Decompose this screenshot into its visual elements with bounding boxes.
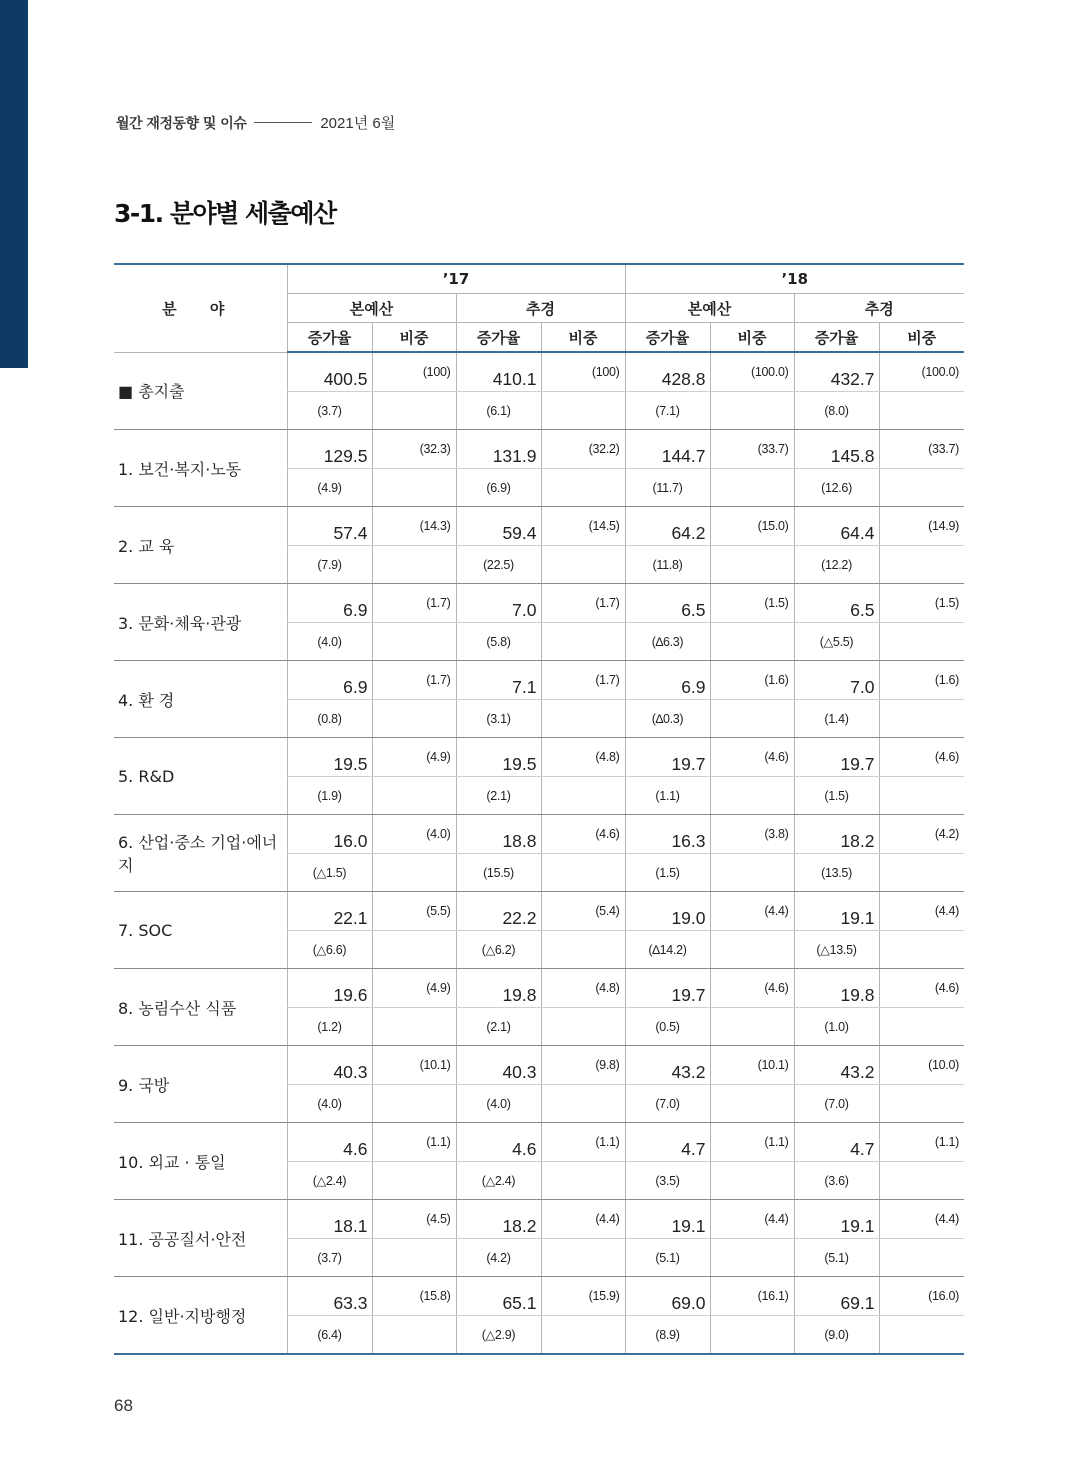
empty-cell bbox=[541, 469, 625, 507]
year-header: ’18 bbox=[625, 264, 964, 294]
row-label: 12. 일반·지방행정 bbox=[114, 1277, 287, 1355]
share-cell: (10.1) bbox=[372, 1046, 456, 1085]
expenditure-table-wrap bbox=[114, 263, 964, 1355]
growth-cell: (3.6) bbox=[794, 1162, 879, 1200]
share-cell: (1.5) bbox=[710, 584, 794, 623]
share-cell: (4.4) bbox=[541, 1200, 625, 1239]
row-label: 8. 농림수산 식품 bbox=[114, 969, 287, 1046]
growth-cell: (△2.4) bbox=[287, 1162, 372, 1200]
empty-cell bbox=[541, 1162, 625, 1200]
table-row bbox=[114, 430, 964, 469]
growth-cell: (3.7) bbox=[287, 392, 372, 430]
share-cell: (1.6) bbox=[710, 661, 794, 700]
empty-cell bbox=[372, 623, 456, 661]
amount-cell: 19.1 bbox=[794, 1200, 879, 1239]
growth-cell: (1.5) bbox=[794, 777, 879, 815]
empty-cell bbox=[372, 469, 456, 507]
share-cell: (1.1) bbox=[879, 1123, 964, 1162]
amount-cell: 64.2 bbox=[625, 507, 710, 546]
empty-cell bbox=[541, 854, 625, 892]
amount-cell: 69.1 bbox=[794, 1277, 879, 1316]
amount-cell: 16.3 bbox=[625, 815, 710, 854]
share-cell: (4.4) bbox=[710, 1200, 794, 1239]
amount-cell: 432.7 bbox=[794, 352, 879, 392]
growth-cell: (∆6.3) bbox=[625, 623, 710, 661]
share-cell: (100) bbox=[372, 352, 456, 392]
amount-cell: 4.6 bbox=[456, 1123, 541, 1162]
growth-cell: (12.6) bbox=[794, 469, 879, 507]
growth-cell: (4.0) bbox=[287, 1085, 372, 1123]
table-row bbox=[114, 815, 964, 854]
issue-date: 2021년 6월 bbox=[320, 115, 396, 132]
empty-cell bbox=[710, 392, 794, 430]
amount-cell: 19.7 bbox=[625, 738, 710, 777]
empty-cell bbox=[541, 1239, 625, 1277]
growth-cell: (7.0) bbox=[794, 1085, 879, 1123]
empty-cell bbox=[372, 777, 456, 815]
share-cell: (9.8) bbox=[541, 1046, 625, 1085]
table-row bbox=[114, 892, 964, 931]
amount-cell: 4.6 bbox=[287, 1123, 372, 1162]
empty-cell bbox=[879, 1162, 964, 1200]
table-row bbox=[114, 1046, 964, 1085]
year-header: ’17 bbox=[287, 264, 625, 294]
share-cell: (15.8) bbox=[372, 1277, 456, 1316]
empty-cell bbox=[710, 623, 794, 661]
growth-cell: (15.5) bbox=[456, 854, 541, 892]
growth-cell: (22.5) bbox=[456, 546, 541, 584]
growth-cell: (7.0) bbox=[625, 1085, 710, 1123]
metric-header: 증가율 bbox=[625, 323, 710, 353]
amount-cell: 18.1 bbox=[287, 1200, 372, 1239]
growth-cell: (7.9) bbox=[287, 546, 372, 584]
amount-cell: 19.5 bbox=[287, 738, 372, 777]
share-cell: (3.8) bbox=[710, 815, 794, 854]
growth-cell: (5.8) bbox=[456, 623, 541, 661]
growth-cell: (1.5) bbox=[625, 854, 710, 892]
budget-type-header: 추경 bbox=[456, 294, 625, 323]
share-cell: (1.7) bbox=[541, 584, 625, 623]
share-cell: (33.7) bbox=[710, 430, 794, 469]
growth-cell: (△6.6) bbox=[287, 931, 372, 969]
header-rule bbox=[254, 122, 312, 123]
amount-cell: 4.7 bbox=[794, 1123, 879, 1162]
growth-cell: (8.0) bbox=[794, 392, 879, 430]
empty-cell bbox=[710, 931, 794, 969]
amount-cell: 57.4 bbox=[287, 507, 372, 546]
empty-cell bbox=[710, 469, 794, 507]
amount-cell: 7.0 bbox=[794, 661, 879, 700]
share-cell: (1.1) bbox=[372, 1123, 456, 1162]
empty-cell bbox=[879, 1239, 964, 1277]
growth-cell: (△6.2) bbox=[456, 931, 541, 969]
amount-cell: 19.1 bbox=[794, 892, 879, 931]
row-label: 2. 교 육 bbox=[114, 507, 287, 584]
share-cell: (16.0) bbox=[879, 1277, 964, 1316]
amount-cell: 18.2 bbox=[456, 1200, 541, 1239]
amount-cell: 410.1 bbox=[456, 352, 541, 392]
empty-cell bbox=[879, 469, 964, 507]
row-label: 6. 산업·중소 기업·에너지 bbox=[114, 815, 287, 892]
growth-cell: (6.9) bbox=[456, 469, 541, 507]
growth-cell: (3.5) bbox=[625, 1162, 710, 1200]
growth-cell: (△1.5) bbox=[287, 854, 372, 892]
growth-cell: (9.0) bbox=[794, 1316, 879, 1355]
growth-cell: (11.8) bbox=[625, 546, 710, 584]
budget-type-header: 추경 bbox=[794, 294, 964, 323]
amount-cell: 19.1 bbox=[625, 1200, 710, 1239]
empty-cell bbox=[879, 392, 964, 430]
empty-cell bbox=[372, 854, 456, 892]
empty-cell bbox=[710, 1162, 794, 1200]
share-cell: (1.5) bbox=[879, 584, 964, 623]
growth-cell: (∆14.2) bbox=[625, 931, 710, 969]
growth-cell: (11.7) bbox=[625, 469, 710, 507]
share-cell: (5.5) bbox=[372, 892, 456, 931]
share-cell: (1.1) bbox=[541, 1123, 625, 1162]
metric-header: 증가율 bbox=[794, 323, 879, 353]
growth-cell: (∆0.3) bbox=[625, 700, 710, 738]
growth-cell: (4.2) bbox=[456, 1239, 541, 1277]
amount-cell: 6.9 bbox=[625, 661, 710, 700]
amount-cell: 19.7 bbox=[625, 969, 710, 1008]
share-cell: (10.1) bbox=[710, 1046, 794, 1085]
growth-cell: (1.2) bbox=[287, 1008, 372, 1046]
table-row bbox=[114, 738, 964, 777]
row-label: 11. 공공질서·안전 bbox=[114, 1200, 287, 1277]
growth-cell: (4.0) bbox=[456, 1085, 541, 1123]
empty-cell bbox=[541, 1316, 625, 1355]
empty-cell bbox=[710, 1239, 794, 1277]
empty-cell bbox=[879, 546, 964, 584]
amount-cell: 129.5 bbox=[287, 430, 372, 469]
budget-type-header: 본예산 bbox=[625, 294, 794, 323]
growth-cell: (4.0) bbox=[287, 623, 372, 661]
share-cell: (32.2) bbox=[541, 430, 625, 469]
row-label: 10. 외교 · 통일 bbox=[114, 1123, 287, 1200]
share-cell: (5.4) bbox=[541, 892, 625, 931]
growth-cell: (5.1) bbox=[625, 1239, 710, 1277]
growth-cell: (△13.5) bbox=[794, 931, 879, 969]
share-cell: (4.4) bbox=[710, 892, 794, 931]
budget-type-header: 본예산 bbox=[287, 294, 456, 323]
empty-cell bbox=[879, 1008, 964, 1046]
share-cell: (4.9) bbox=[372, 969, 456, 1008]
empty-cell bbox=[372, 700, 456, 738]
growth-cell: (3.1) bbox=[456, 700, 541, 738]
table-row bbox=[114, 507, 964, 546]
amount-cell: 19.0 bbox=[625, 892, 710, 931]
amount-cell: 65.1 bbox=[456, 1277, 541, 1316]
amount-cell: 6.9 bbox=[287, 584, 372, 623]
share-cell: (14.3) bbox=[372, 507, 456, 546]
share-cell: (4.6) bbox=[879, 969, 964, 1008]
metric-header: 비중 bbox=[372, 323, 456, 353]
share-cell: (15.0) bbox=[710, 507, 794, 546]
growth-cell: (2.1) bbox=[456, 1008, 541, 1046]
share-cell: (4.4) bbox=[879, 892, 964, 931]
amount-cell: 40.3 bbox=[287, 1046, 372, 1085]
amount-cell: 144.7 bbox=[625, 430, 710, 469]
growth-cell: (1.9) bbox=[287, 777, 372, 815]
growth-cell: (2.1) bbox=[456, 777, 541, 815]
amount-cell: 69.0 bbox=[625, 1277, 710, 1316]
amount-cell: 22.1 bbox=[287, 892, 372, 931]
empty-cell bbox=[710, 777, 794, 815]
amount-cell: 43.2 bbox=[794, 1046, 879, 1085]
share-cell: (4.8) bbox=[541, 738, 625, 777]
metric-header: 증가율 bbox=[287, 323, 372, 353]
amount-cell: 63.3 bbox=[287, 1277, 372, 1316]
amount-cell: 7.0 bbox=[456, 584, 541, 623]
share-cell: (1.6) bbox=[879, 661, 964, 700]
empty-cell bbox=[710, 1008, 794, 1046]
empty-cell bbox=[541, 931, 625, 969]
share-cell: (10.0) bbox=[879, 1046, 964, 1085]
empty-cell bbox=[372, 1239, 456, 1277]
amount-cell: 19.8 bbox=[794, 969, 879, 1008]
amount-cell: 18.8 bbox=[456, 815, 541, 854]
growth-cell: (4.9) bbox=[287, 469, 372, 507]
growth-cell: (3.7) bbox=[287, 1239, 372, 1277]
empty-cell bbox=[372, 931, 456, 969]
row-label: 1. 보건·복지·노동 bbox=[114, 430, 287, 507]
growth-cell: (6.1) bbox=[456, 392, 541, 430]
amount-cell: 6.5 bbox=[794, 584, 879, 623]
table-row bbox=[114, 1123, 964, 1162]
expenditure-table bbox=[114, 263, 964, 1355]
empty-cell bbox=[879, 623, 964, 661]
growth-cell: (0.5) bbox=[625, 1008, 710, 1046]
empty-cell bbox=[710, 854, 794, 892]
growth-cell: (13.5) bbox=[794, 854, 879, 892]
empty-cell bbox=[372, 1085, 456, 1123]
empty-cell bbox=[879, 1316, 964, 1355]
share-cell: (15.9) bbox=[541, 1277, 625, 1316]
share-cell: (100) bbox=[541, 352, 625, 392]
amount-cell: 145.8 bbox=[794, 430, 879, 469]
share-cell: (14.9) bbox=[879, 507, 964, 546]
empty-cell bbox=[372, 1008, 456, 1046]
share-cell: (4.8) bbox=[541, 969, 625, 1008]
share-cell: (4.6) bbox=[879, 738, 964, 777]
row-label: 5. R&D bbox=[114, 738, 287, 815]
amount-cell: 19.5 bbox=[456, 738, 541, 777]
growth-cell: (1.1) bbox=[625, 777, 710, 815]
empty-cell bbox=[879, 700, 964, 738]
amount-cell: 400.5 bbox=[287, 352, 372, 392]
empty-cell bbox=[541, 777, 625, 815]
row-label: 9. 국방 bbox=[114, 1046, 287, 1123]
share-cell: (1.7) bbox=[372, 584, 456, 623]
growth-cell: (7.1) bbox=[625, 392, 710, 430]
empty-cell bbox=[541, 623, 625, 661]
growth-cell: (0.8) bbox=[287, 700, 372, 738]
growth-cell: (1.0) bbox=[794, 1008, 879, 1046]
table-row bbox=[114, 969, 964, 1008]
empty-cell bbox=[372, 546, 456, 584]
empty-cell bbox=[372, 1316, 456, 1355]
empty-cell bbox=[879, 777, 964, 815]
field-header: 분 야 bbox=[114, 264, 287, 352]
table-row bbox=[114, 352, 964, 392]
empty-cell bbox=[710, 546, 794, 584]
empty-cell bbox=[710, 1316, 794, 1355]
share-cell: (1.7) bbox=[372, 661, 456, 700]
amount-cell: 19.8 bbox=[456, 969, 541, 1008]
empty-cell bbox=[541, 392, 625, 430]
amount-cell: 19.7 bbox=[794, 738, 879, 777]
growth-cell: (△2.4) bbox=[456, 1162, 541, 1200]
share-cell: (1.1) bbox=[710, 1123, 794, 1162]
empty-cell bbox=[541, 1085, 625, 1123]
amount-cell: 40.3 bbox=[456, 1046, 541, 1085]
running-header bbox=[116, 112, 395, 133]
share-cell: (4.2) bbox=[879, 815, 964, 854]
metric-header: 비중 bbox=[710, 323, 794, 353]
share-cell: (4.0) bbox=[372, 815, 456, 854]
share-cell: (4.6) bbox=[710, 738, 794, 777]
share-cell: (14.5) bbox=[541, 507, 625, 546]
growth-cell: (6.4) bbox=[287, 1316, 372, 1355]
amount-cell: 6.5 bbox=[625, 584, 710, 623]
growth-cell: (8.9) bbox=[625, 1316, 710, 1355]
empty-cell bbox=[710, 700, 794, 738]
share-cell: (4.6) bbox=[541, 815, 625, 854]
row-label: ■ 총지출 bbox=[114, 352, 287, 430]
share-cell: (100.0) bbox=[710, 352, 794, 392]
share-cell: (4.5) bbox=[372, 1200, 456, 1239]
growth-cell: (5.1) bbox=[794, 1239, 879, 1277]
empty-cell bbox=[372, 1162, 456, 1200]
amount-cell: 4.7 bbox=[625, 1123, 710, 1162]
amount-cell: 6.9 bbox=[287, 661, 372, 700]
amount-cell: 7.1 bbox=[456, 661, 541, 700]
empty-cell bbox=[879, 1085, 964, 1123]
empty-cell bbox=[710, 1085, 794, 1123]
row-label: 4. 환 경 bbox=[114, 661, 287, 738]
running-title: 월간 재정동향 및 이슈 bbox=[116, 115, 247, 132]
growth-cell: (1.4) bbox=[794, 700, 879, 738]
share-cell: (100.0) bbox=[879, 352, 964, 392]
table-row bbox=[114, 1200, 964, 1239]
side-color-bar bbox=[0, 0, 28, 368]
share-cell: (4.6) bbox=[710, 969, 794, 1008]
empty-cell bbox=[541, 1008, 625, 1046]
growth-cell: (△5.5) bbox=[794, 623, 879, 661]
share-cell: (16.1) bbox=[710, 1277, 794, 1316]
table-row bbox=[114, 584, 964, 623]
table-row bbox=[114, 661, 964, 700]
share-cell: (4.4) bbox=[879, 1200, 964, 1239]
amount-cell: 428.8 bbox=[625, 352, 710, 392]
metric-header: 비중 bbox=[879, 323, 964, 353]
empty-cell bbox=[541, 546, 625, 584]
amount-cell: 16.0 bbox=[287, 815, 372, 854]
share-cell: (32.3) bbox=[372, 430, 456, 469]
table-body bbox=[114, 352, 964, 1354]
amount-cell: 18.2 bbox=[794, 815, 879, 854]
growth-cell: (△2.9) bbox=[456, 1316, 541, 1355]
section-title: 3-1. 분야별 세출예산 bbox=[114, 199, 336, 228]
page-number: 68 bbox=[114, 1396, 133, 1415]
empty-cell bbox=[541, 700, 625, 738]
metric-header: 비중 bbox=[541, 323, 625, 353]
table-row bbox=[114, 1277, 964, 1316]
share-cell: (1.7) bbox=[541, 661, 625, 700]
empty-cell bbox=[372, 392, 456, 430]
share-cell: (4.9) bbox=[372, 738, 456, 777]
empty-cell bbox=[879, 854, 964, 892]
row-label: 3. 문화·체육·관광 bbox=[114, 584, 287, 661]
amount-cell: 19.6 bbox=[287, 969, 372, 1008]
share-cell: (33.7) bbox=[879, 430, 964, 469]
amount-cell: 59.4 bbox=[456, 507, 541, 546]
metric-header: 증가율 bbox=[456, 323, 541, 353]
amount-cell: 64.4 bbox=[794, 507, 879, 546]
amount-cell: 22.2 bbox=[456, 892, 541, 931]
amount-cell: 131.9 bbox=[456, 430, 541, 469]
growth-cell: (12.2) bbox=[794, 546, 879, 584]
row-label: 7. SOC bbox=[114, 892, 287, 969]
amount-cell: 43.2 bbox=[625, 1046, 710, 1085]
empty-cell bbox=[879, 931, 964, 969]
